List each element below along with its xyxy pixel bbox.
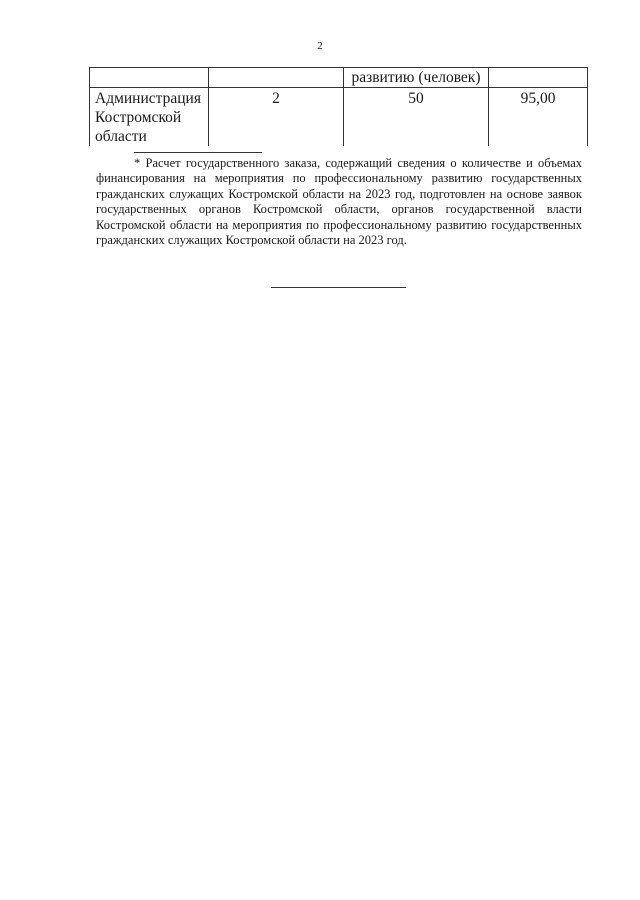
table-header-continuation-row <box>90 68 588 88</box>
cell-amount: 95,00 <box>489 88 588 147</box>
table-row <box>90 88 588 147</box>
header-cell-organization <box>90 68 209 88</box>
cell-organization: Администрация Костромской области <box>90 88 209 147</box>
funding-table <box>89 67 588 146</box>
document-end-rule <box>271 287 406 288</box>
header-cell-amount <box>489 68 588 88</box>
cell-persons: 50 <box>344 88 489 147</box>
page-number: 2 <box>317 40 323 52</box>
footnote-text: * Расчет государственного заказа, содержащий сведения о количестве и объемах финансирования на мероприятия по профессиональному развитию государственных гражданских служащих Костромской области на 2023 год, подготовлен на основе заявок государственных органов Костромской области, органов государственной власти Костромской области на мероприятия по профессиональному развитию государственных гражданских служащих Костромской области на 2023 год. <box>96 156 582 248</box>
cell-count: 2 <box>209 88 344 147</box>
header-cell-persons: развитию (человек) <box>344 68 489 88</box>
footnote-separator <box>134 152 262 153</box>
header-cell-count <box>209 68 344 88</box>
